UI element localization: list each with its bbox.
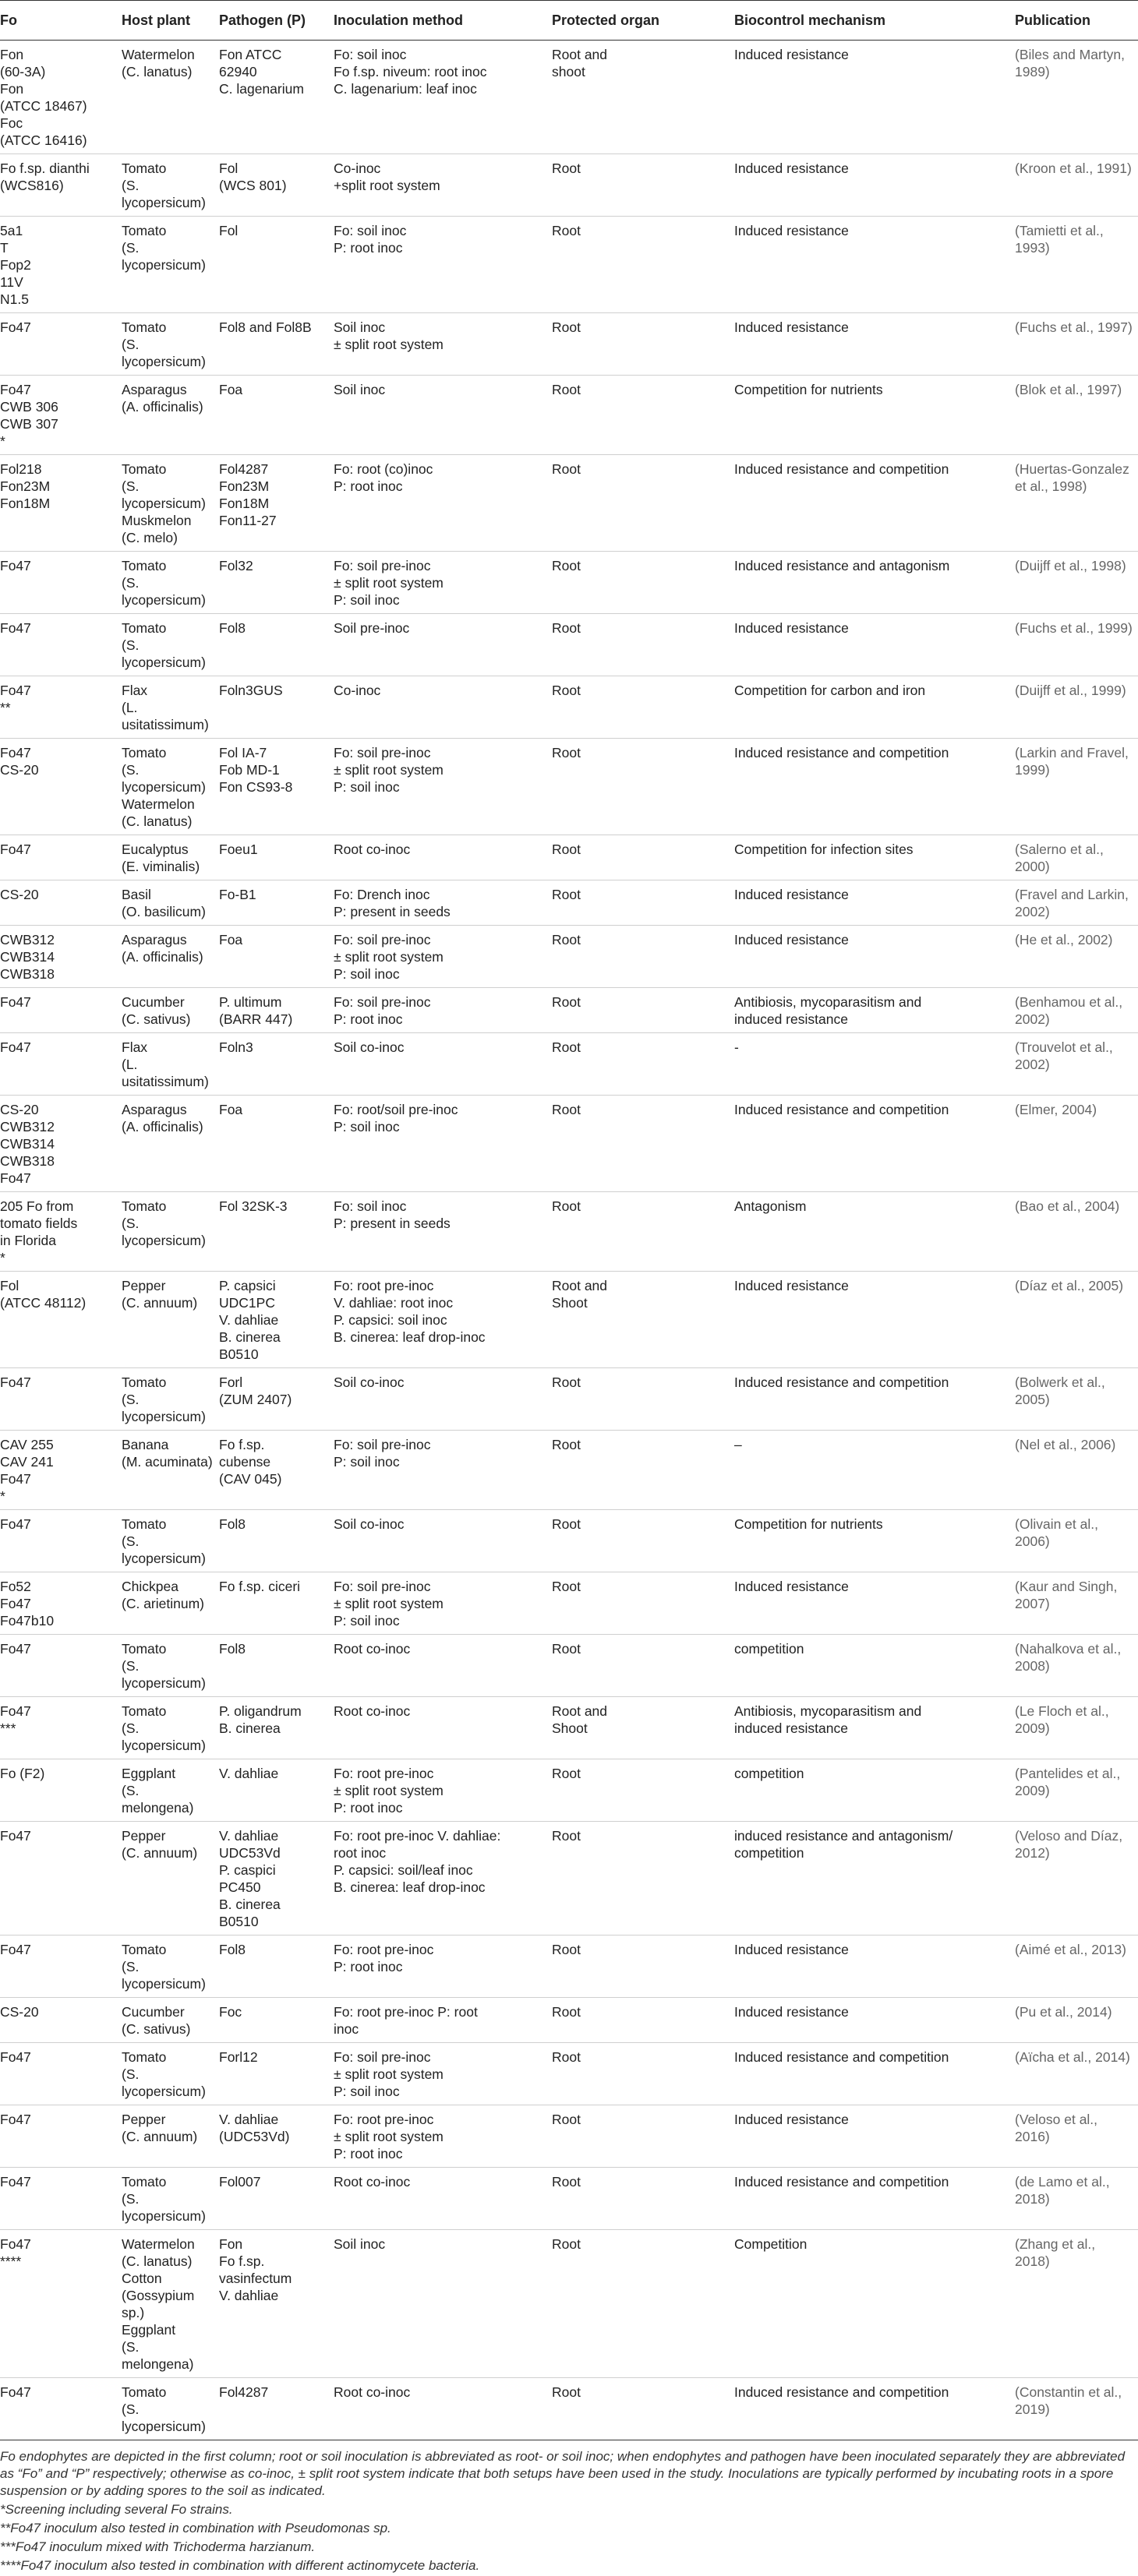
cell-host-plant: Pepper (C. annuum) — [122, 1272, 219, 1368]
footnote-quadruple-asterisk: ****Fo47 inoculum also tested in combination with different actinomycete bacteria. — [0, 2558, 480, 2573]
table-row — [0, 1936, 1138, 1998]
cell-fo: Fo47 — [0, 988, 122, 1033]
cell-protected-organ: Root — [552, 2378, 734, 2440]
cell-inoculation-method: Fo: Drench inoc P: present in seeds — [334, 880, 552, 926]
footnote-single-asterisk: *Screening including several Fo strains. — [0, 2502, 233, 2517]
cell-inoculation-method: Fo: root pre-inoc P: root inoc — [334, 1936, 552, 1998]
header-pathogen: Pathogen (P) — [219, 1, 334, 41]
cell-publication[interactable]: (Duijff et al., 1998) — [1015, 552, 1138, 614]
table-row — [0, 1510, 1138, 1572]
cell-fo: Fo47 CS-20 — [0, 739, 122, 835]
cell-inoculation-method: Fo: soil inoc Fo f.sp. niveum: root inoc C. lagenarium: leaf inoc — [334, 41, 552, 154]
footnote-double-asterisk: **Fo47 inoculum also tested in combination with Pseudomonas sp. — [0, 2521, 391, 2535]
table-row — [0, 1998, 1138, 2043]
cell-fo: Fo47 — [0, 614, 122, 676]
table-row — [0, 676, 1138, 739]
cell-publication[interactable]: (Veloso and Díaz, 2012) — [1015, 1822, 1138, 1936]
cell-host-plant: Pepper (C. annuum) — [122, 2105, 219, 2168]
table-row — [0, 313, 1138, 376]
cell-protected-organ: Root — [552, 1431, 734, 1510]
cell-publication[interactable]: (Le Floch et al., 2009) — [1015, 1697, 1138, 1759]
cell-inoculation-method: Fo: root pre-inoc ± split root system P: root inoc — [334, 1759, 552, 1822]
cell-biocontrol-mechanism: Induced resistance and competition — [734, 1096, 1015, 1192]
cell-protected-organ: Root — [552, 1368, 734, 1431]
cell-fo: CS-20 CWB312 CWB314 CWB318 Fo47 — [0, 1096, 122, 1192]
cell-inoculation-method: Fo: root pre-inoc V. dahliae: root inoc P. capsici: soil/leaf inoc B. cinerea: leaf drop-inoc — [334, 1822, 552, 1936]
cell-inoculation-method: Fo: root (co)inoc P: root inoc — [334, 455, 552, 552]
cell-publication[interactable]: (Bao et al., 2004) — [1015, 1192, 1138, 1272]
cell-fo: Fo f.sp. dianthi (WCS816) — [0, 154, 122, 217]
cell-pathogen: Fol32 — [219, 552, 334, 614]
cell-inoculation-method: Soil co-inoc — [334, 1368, 552, 1431]
cell-biocontrol-mechanism: Competition for infection sites — [734, 835, 1015, 880]
cell-pathogen: Fol8 and Fol8B — [219, 313, 334, 376]
cell-pathogen: Fol — [219, 217, 334, 313]
cell-publication[interactable]: (Biles and Martyn, 1989) — [1015, 41, 1138, 154]
cell-pathogen: Foa — [219, 376, 334, 455]
cell-host-plant: Chickpea (C. arietinum) — [122, 1572, 219, 1635]
table-row — [0, 1697, 1138, 1759]
table-row — [0, 739, 1138, 835]
header-publication: Publication — [1015, 1, 1138, 41]
cell-protected-organ: Root — [552, 1822, 734, 1936]
cell-host-plant: Pepper (C. annuum) — [122, 1822, 219, 1936]
cell-protected-organ: Root — [552, 926, 734, 988]
table-row — [0, 880, 1138, 926]
cell-pathogen: Fol IA-7 Fob MD-1 Fon CS93-8 — [219, 739, 334, 835]
cell-inoculation-method: Fo: root pre-inoc ± split root system P: root inoc — [334, 2105, 552, 2168]
cell-fo: Fo47 ** — [0, 676, 122, 739]
table-row — [0, 1822, 1138, 1936]
table-row — [0, 2230, 1138, 2378]
table-row — [0, 154, 1138, 217]
cell-inoculation-method: Fo: soil pre-inoc ± split root system P: soil inoc — [334, 1572, 552, 1635]
cell-inoculation-method: Soil inoc — [334, 376, 552, 455]
cell-protected-organ: Root — [552, 880, 734, 926]
cell-inoculation-method: Fo: soil pre-inoc ± split root system P: soil inoc — [334, 552, 552, 614]
cell-publication[interactable]: (Fuchs et al., 1999) — [1015, 614, 1138, 676]
cell-inoculation-method: Fo: soil pre-inoc ± split root system P: soil inoc — [334, 926, 552, 988]
cell-publication[interactable]: (Blok et al., 1997) — [1015, 376, 1138, 455]
cell-inoculation-method: Fo: soil inoc P: present in seeds — [334, 1192, 552, 1272]
cell-publication[interactable]: (Kroon et al., 1991) — [1015, 154, 1138, 217]
table-body — [0, 41, 1138, 2440]
cell-host-plant: Tomato (S. lycopersicum) Watermelon (C. lanatus) — [122, 739, 219, 835]
cell-pathogen: Fol4287 Fon23M Fon18M Fon11-27 — [219, 455, 334, 552]
cell-publication[interactable]: (Díaz et al., 2005) — [1015, 1272, 1138, 1368]
cell-fo: Fo47 *** — [0, 1697, 122, 1759]
table-row — [0, 455, 1138, 552]
cell-host-plant: Tomato (S. lycopersicum) — [122, 2168, 219, 2230]
cell-pathogen: Foa — [219, 926, 334, 988]
cell-pathogen: Fol 32SK-3 — [219, 1192, 334, 1272]
cell-publication[interactable]: (Benhamou et al., 2002) — [1015, 988, 1138, 1033]
cell-pathogen: Foln3GUS — [219, 676, 334, 739]
cell-inoculation-method: Fo: root pre-inoc V. dahliae: root inoc P. capsici: soil inoc B. cinerea: leaf drop-inoc — [334, 1272, 552, 1368]
cell-pathogen: Fol4287 — [219, 2378, 334, 2440]
cell-biocontrol-mechanism: Induced resistance and antagonism — [734, 552, 1015, 614]
cell-inoculation-method: Root co-inoc — [334, 2378, 552, 2440]
table-row — [0, 1368, 1138, 1431]
cell-pathogen: Fol007 — [219, 2168, 334, 2230]
cell-publication[interactable]: (de Lamo et al., 2018) — [1015, 2168, 1138, 2230]
table-row — [0, 2168, 1138, 2230]
table-row — [0, 1096, 1138, 1192]
cell-protected-organ: Root — [552, 835, 734, 880]
cell-protected-organ: Root and shoot — [552, 41, 734, 154]
cell-publication[interactable]: (Veloso et al., 2016) — [1015, 2105, 1138, 2168]
cell-inoculation-method: Root co-inoc — [334, 2168, 552, 2230]
cell-biocontrol-mechanism: Induced resistance and competition — [734, 2043, 1015, 2105]
cell-fo: Fo47 — [0, 1510, 122, 1572]
cell-host-plant: Tomato (S. lycopersicum) — [122, 313, 219, 376]
cell-inoculation-method: Soil co-inoc — [334, 1033, 552, 1096]
cell-publication[interactable]: (Pantelides et al., 2009) — [1015, 1759, 1138, 1822]
header-fo: Fo — [0, 1, 122, 41]
cell-pathogen: P. ultimum (BARR 447) — [219, 988, 334, 1033]
cell-protected-organ: Root — [552, 1635, 734, 1697]
table-row — [0, 614, 1138, 676]
cell-pathogen: Fol (WCS 801) — [219, 154, 334, 217]
cell-publication[interactable]: (Huertas-Gonzalez et al., 1998) — [1015, 455, 1138, 552]
cell-publication[interactable]: (Tamietti et al., 1993) — [1015, 217, 1138, 313]
cell-protected-organ: Root — [552, 739, 734, 835]
cell-biocontrol-mechanism: Competition for carbon and iron — [734, 676, 1015, 739]
cell-host-plant: Tomato (S. lycopersicum) — [122, 154, 219, 217]
cell-publication[interactable]: (Elmer, 2004) — [1015, 1096, 1138, 1192]
cell-inoculation-method: Fo: soil pre-inoc P: root inoc — [334, 988, 552, 1033]
header-inoculation-method: Inoculation method — [334, 1, 552, 41]
table-row — [0, 1635, 1138, 1697]
cell-biocontrol-mechanism: Induced resistance — [734, 313, 1015, 376]
cell-publication[interactable]: (Aimé et al., 2013) — [1015, 1936, 1138, 1998]
cell-biocontrol-mechanism: Induced resistance and competition — [734, 2378, 1015, 2440]
cell-biocontrol-mechanism: Induced resistance — [734, 1998, 1015, 2043]
cell-pathogen: P. oligandrum B. cinerea — [219, 1697, 334, 1759]
cell-fo: Fol218 Fon23M Fon18M — [0, 455, 122, 552]
cell-biocontrol-mechanism: Induced resistance — [734, 217, 1015, 313]
cell-fo: Fo47 CWB 306 CWB 307 * — [0, 376, 122, 455]
cell-fo: Fo47 — [0, 835, 122, 880]
cell-inoculation-method: Co-inoc — [334, 676, 552, 739]
cell-fo: Fol (ATCC 48112) — [0, 1272, 122, 1368]
cell-fo: Fo47 — [0, 1635, 122, 1697]
table-row — [0, 1033, 1138, 1096]
cell-pathogen: Fol8 — [219, 614, 334, 676]
cell-protected-organ: Root — [552, 1998, 734, 2043]
table-footnotes — [0, 2440, 1138, 2574]
cell-biocontrol-mechanism: induced resistance and antagonism/ competition — [734, 1822, 1015, 1936]
cell-host-plant: Watermelon (C. lanatus) Cotton (Gossypium sp.) Eggplant (S. melongena) — [122, 2230, 219, 2378]
cell-biocontrol-mechanism: Competition for nutrients — [734, 376, 1015, 455]
header-protected-organ: Protected organ — [552, 1, 734, 41]
cell-host-plant: Tomato (S. lycopersicum) Muskmelon (C. melo) — [122, 455, 219, 552]
cell-fo: Fon (60-3A) Fon (ATCC 18467) Foc (ATCC 16416) — [0, 41, 122, 154]
cell-biocontrol-mechanism: Induced resistance — [734, 926, 1015, 988]
cell-fo: Fo47 — [0, 2043, 122, 2105]
cell-biocontrol-mechanism: - — [734, 1033, 1015, 1096]
cell-fo: Fo47 — [0, 552, 122, 614]
cell-protected-organ: Root — [552, 1033, 734, 1096]
cell-inoculation-method: Fo: soil pre-inoc ± split root system P: soil inoc — [334, 2043, 552, 2105]
table-row — [0, 988, 1138, 1033]
cell-biocontrol-mechanism: Induced resistance — [734, 614, 1015, 676]
cell-publication[interactable]: (Pu et al., 2014) — [1015, 1998, 1138, 2043]
cell-protected-organ: Root and Shoot — [552, 1697, 734, 1759]
cell-pathogen: Foln3 — [219, 1033, 334, 1096]
cell-pathogen: Fo f.sp. ciceri — [219, 1572, 334, 1635]
cell-pathogen: Foc — [219, 1998, 334, 2043]
cell-pathogen: Foa — [219, 1096, 334, 1192]
cell-protected-organ: Root — [552, 2230, 734, 2378]
cell-pathogen: Fon ATCC 62940 C. lagenarium — [219, 41, 334, 154]
cell-publication[interactable]: (He et al., 2002) — [1015, 926, 1138, 988]
cell-biocontrol-mechanism: Induced resistance — [734, 41, 1015, 154]
cell-inoculation-method: Fo: soil inoc P: root inoc — [334, 217, 552, 313]
cell-host-plant: Cucumber (C. sativus) — [122, 988, 219, 1033]
cell-protected-organ: Root — [552, 1572, 734, 1635]
cell-host-plant: Asparagus (A. officinalis) — [122, 926, 219, 988]
table-header — [0, 1, 1138, 41]
cell-biocontrol-mechanism: Competition — [734, 2230, 1015, 2378]
cell-host-plant: Eggplant (S. melongena) — [122, 1759, 219, 1822]
cell-host-plant: Cucumber (C. sativus) — [122, 1998, 219, 2043]
cell-pathogen: Forl12 — [219, 2043, 334, 2105]
cell-fo: Fo52 Fo47 Fo47b10 — [0, 1572, 122, 1635]
cell-biocontrol-mechanism: – — [734, 1431, 1015, 1510]
cell-protected-organ: Root — [552, 217, 734, 313]
cell-inoculation-method: Co-inoc +split root system — [334, 154, 552, 217]
cell-inoculation-method: Fo: soil pre-inoc ± split root system P: soil inoc — [334, 739, 552, 835]
table-row — [0, 41, 1138, 154]
cell-publication[interactable]: (Nel et al., 2006) — [1015, 1431, 1138, 1510]
cell-fo: Fo47 — [0, 1936, 122, 1998]
cell-inoculation-method: Fo: soil pre-inoc P: soil inoc — [334, 1431, 552, 1510]
cell-host-plant: Watermelon (C. lanatus) — [122, 41, 219, 154]
cell-protected-organ: Root — [552, 2043, 734, 2105]
table-row — [0, 1192, 1138, 1272]
cell-publication[interactable]: (Larkin and Fravel, 1999) — [1015, 739, 1138, 835]
cell-protected-organ: Root — [552, 1759, 734, 1822]
cell-pathogen: V. dahliae (UDC53Vd) — [219, 2105, 334, 2168]
cell-publication[interactable]: (Kaur and Singh, 2007) — [1015, 1572, 1138, 1635]
cell-publication[interactable]: (Nahalkova et al., 2008) — [1015, 1635, 1138, 1697]
cell-pathogen: Fol8 — [219, 1510, 334, 1572]
cell-pathogen: Fo-B1 — [219, 880, 334, 926]
cell-pathogen: Fo f.sp. cubense (CAV 045) — [219, 1431, 334, 1510]
cell-publication[interactable]: (Zhang et al., 2018) — [1015, 2230, 1138, 2378]
cell-host-plant: Tomato (S. lycopersicum) — [122, 2043, 219, 2105]
cell-fo: Fo47 **** — [0, 2230, 122, 2378]
cell-protected-organ: Root — [552, 2105, 734, 2168]
table-row — [0, 835, 1138, 880]
cell-fo: Fo47 — [0, 1822, 122, 1936]
cell-protected-organ: Root — [552, 2168, 734, 2230]
cell-publication[interactable]: (Bolwerk et al., 2005) — [1015, 1368, 1138, 1431]
cell-pathogen: Fol8 — [219, 1635, 334, 1697]
cell-biocontrol-mechanism: Induced resistance and competition — [734, 739, 1015, 835]
cell-biocontrol-mechanism: Induced resistance and competition — [734, 2168, 1015, 2230]
cell-pathogen: P. capsici UDC1PC V. dahliae B. cinerea B0510 — [219, 1272, 334, 1368]
cell-protected-organ: Root — [552, 988, 734, 1033]
cell-protected-organ: Root and Shoot — [552, 1272, 734, 1368]
cell-biocontrol-mechanism: Induced resistance — [734, 1572, 1015, 1635]
cell-host-plant: Banana (M. acuminata) — [122, 1431, 219, 1510]
header-host-plant: Host plant — [122, 1, 219, 41]
cell-host-plant: Tomato (S. lycopersicum) — [122, 1368, 219, 1431]
cell-protected-organ: Root — [552, 676, 734, 739]
table-row — [0, 1431, 1138, 1510]
cell-biocontrol-mechanism: Induced resistance — [734, 880, 1015, 926]
cell-fo: 5a1 T Fop2 11V N1.5 — [0, 217, 122, 313]
cell-pathogen: Fon Fo f.sp. vasinfectum V. dahliae — [219, 2230, 334, 2378]
cell-biocontrol-mechanism: Induced resistance — [734, 154, 1015, 217]
cell-pathogen: Forl (ZUM 2407) — [219, 1368, 334, 1431]
cell-protected-organ: Root — [552, 376, 734, 455]
cell-biocontrol-mechanism: Induced resistance — [734, 2105, 1015, 2168]
cell-fo: Fo47 — [0, 313, 122, 376]
cell-biocontrol-mechanism: Induced resistance — [734, 1272, 1015, 1368]
cell-protected-organ: Root — [552, 552, 734, 614]
cell-pathogen: Fol8 — [219, 1936, 334, 1998]
cell-protected-organ: Root — [552, 455, 734, 552]
cell-fo: Fo47 — [0, 2168, 122, 2230]
cell-biocontrol-mechanism: competition — [734, 1635, 1015, 1697]
cell-biocontrol-mechanism: Antibiosis, mycoparasitism and induced resistance — [734, 1697, 1015, 1759]
cell-host-plant: Basil (O. basilicum) — [122, 880, 219, 926]
cell-protected-organ: Root — [552, 1096, 734, 1192]
cell-fo: Fo47 — [0, 1368, 122, 1431]
cell-protected-organ: Root — [552, 313, 734, 376]
table-row — [0, 552, 1138, 614]
footnote-general: Fo endophytes are depicted in the first column; root or soil inoculation is abbreviated as root- or soil inoc; when endophytes and pathogen have been inoculated separately they are abbreviated as “Fo” and “P” respectively; otherwise as co-inoc, ± split root system indicate that both setups have been used in the study. Inoculations are typically performed by incubating roots in a spore suspension or by adding spores to the soil as indicated. — [0, 2449, 1126, 2498]
table-row — [0, 2043, 1138, 2105]
cell-host-plant: Tomato (S. lycopersicum) — [122, 552, 219, 614]
cell-biocontrol-mechanism: Induced resistance and competition — [734, 455, 1015, 552]
cell-host-plant: Flax (L. usitatissimum) — [122, 676, 219, 739]
cell-biocontrol-mechanism: Antibiosis, mycoparasitism and induced resistance — [734, 988, 1015, 1033]
cell-fo: CWB312 CWB314 CWB318 — [0, 926, 122, 988]
cell-inoculation-method: Soil co-inoc — [334, 1510, 552, 1572]
table-row — [0, 1272, 1138, 1368]
table-row — [0, 926, 1138, 988]
cell-biocontrol-mechanism: Induced resistance — [734, 1936, 1015, 1998]
cell-host-plant: Tomato (S. lycopersicum) — [122, 1936, 219, 1998]
cell-fo: CAV 255 CAV 241 Fo47 * — [0, 1431, 122, 1510]
cell-protected-organ: Root — [552, 1510, 734, 1572]
cell-inoculation-method: Fo: root/soil pre-inoc P: soil inoc — [334, 1096, 552, 1192]
table-row — [0, 217, 1138, 313]
cell-inoculation-method: Soil pre-inoc — [334, 614, 552, 676]
cell-biocontrol-mechanism: Induced resistance and competition — [734, 1368, 1015, 1431]
table-row — [0, 1759, 1138, 1822]
cell-inoculation-method: Soil inoc ± split root system — [334, 313, 552, 376]
cell-protected-organ: Root — [552, 154, 734, 217]
cell-pathogen: Foeu1 — [219, 835, 334, 880]
cell-host-plant: Tomato (S. lycopersicum) — [122, 1635, 219, 1697]
cell-publication[interactable]: (Olivain et al., 2006) — [1015, 1510, 1138, 1572]
cell-host-plant: Tomato (S. lycopersicum) — [122, 1697, 219, 1759]
cell-publication[interactable]: (Trouvelot et al., 2002) — [1015, 1033, 1138, 1096]
cell-biocontrol-mechanism: competition — [734, 1759, 1015, 1822]
cell-pathogen: V. dahliae — [219, 1759, 334, 1822]
cell-protected-organ: Root — [552, 1192, 734, 1272]
cell-publication[interactable]: (Duijff et al., 1999) — [1015, 676, 1138, 739]
cell-fo: Fo47 — [0, 2378, 122, 2440]
cell-fo: CS-20 — [0, 880, 122, 926]
table-row — [0, 376, 1138, 455]
cell-fo: Fo47 — [0, 2105, 122, 2168]
cell-biocontrol-mechanism: Competition for nutrients — [734, 1510, 1015, 1572]
table-row — [0, 1572, 1138, 1635]
cell-fo: CS-20 — [0, 1998, 122, 2043]
footnote-triple-asterisk: ***Fo47 inoculum mixed with Trichoderma harzianum. — [0, 2539, 316, 2554]
cell-inoculation-method: Soil inoc — [334, 2230, 552, 2378]
cell-host-plant: Tomato (S. lycopersicum) — [122, 614, 219, 676]
cell-host-plant: Tomato (S. lycopersicum) — [122, 1192, 219, 1272]
cell-fo: 205 Fo from tomato fields in Florida * — [0, 1192, 122, 1272]
cell-publication[interactable]: (Fravel and Larkin, 2002) — [1015, 880, 1138, 926]
cell-host-plant: Asparagus (A. officinalis) — [122, 1096, 219, 1192]
cell-host-plant: Tomato (S. lycopersicum) — [122, 1510, 219, 1572]
cell-publication[interactable]: (Aïcha et al., 2014) — [1015, 2043, 1138, 2105]
cell-publication[interactable]: (Salerno et al., 2000) — [1015, 835, 1138, 880]
cell-protected-organ: Root — [552, 1936, 734, 1998]
cell-pathogen: V. dahliae UDC53Vd P. caspici PC450 B. cinerea B0510 — [219, 1822, 334, 1936]
cell-publication[interactable]: (Fuchs et al., 1997) — [1015, 313, 1138, 376]
table-row — [0, 2105, 1138, 2168]
cell-inoculation-method: Root co-inoc — [334, 1697, 552, 1759]
cell-host-plant: Tomato (S. lycopersicum) — [122, 217, 219, 313]
cell-inoculation-method: Root co-inoc — [334, 1635, 552, 1697]
cell-inoculation-method: Root co-inoc — [334, 835, 552, 880]
cell-protected-organ: Root — [552, 614, 734, 676]
header-biocontrol-mechanism: Biocontrol mechanism — [734, 1, 1015, 41]
cell-host-plant: Tomato (S. lycopersicum) — [122, 2378, 219, 2440]
header-row — [0, 1, 1138, 41]
cell-inoculation-method: Fo: root pre-inoc P: root inoc — [334, 1998, 552, 2043]
cell-fo: Fo (F2) — [0, 1759, 122, 1822]
cell-host-plant: Asparagus (A. officinalis) — [122, 376, 219, 455]
cell-host-plant: Eucalyptus (E. viminalis) — [122, 835, 219, 880]
cell-host-plant: Flax (L. usitatissimum) — [122, 1033, 219, 1096]
cell-publication[interactable]: (Constantin et al., 2019) — [1015, 2378, 1138, 2440]
cell-biocontrol-mechanism: Antagonism — [734, 1192, 1015, 1272]
table-row — [0, 2378, 1138, 2440]
cell-fo: Fo47 — [0, 1033, 122, 1096]
